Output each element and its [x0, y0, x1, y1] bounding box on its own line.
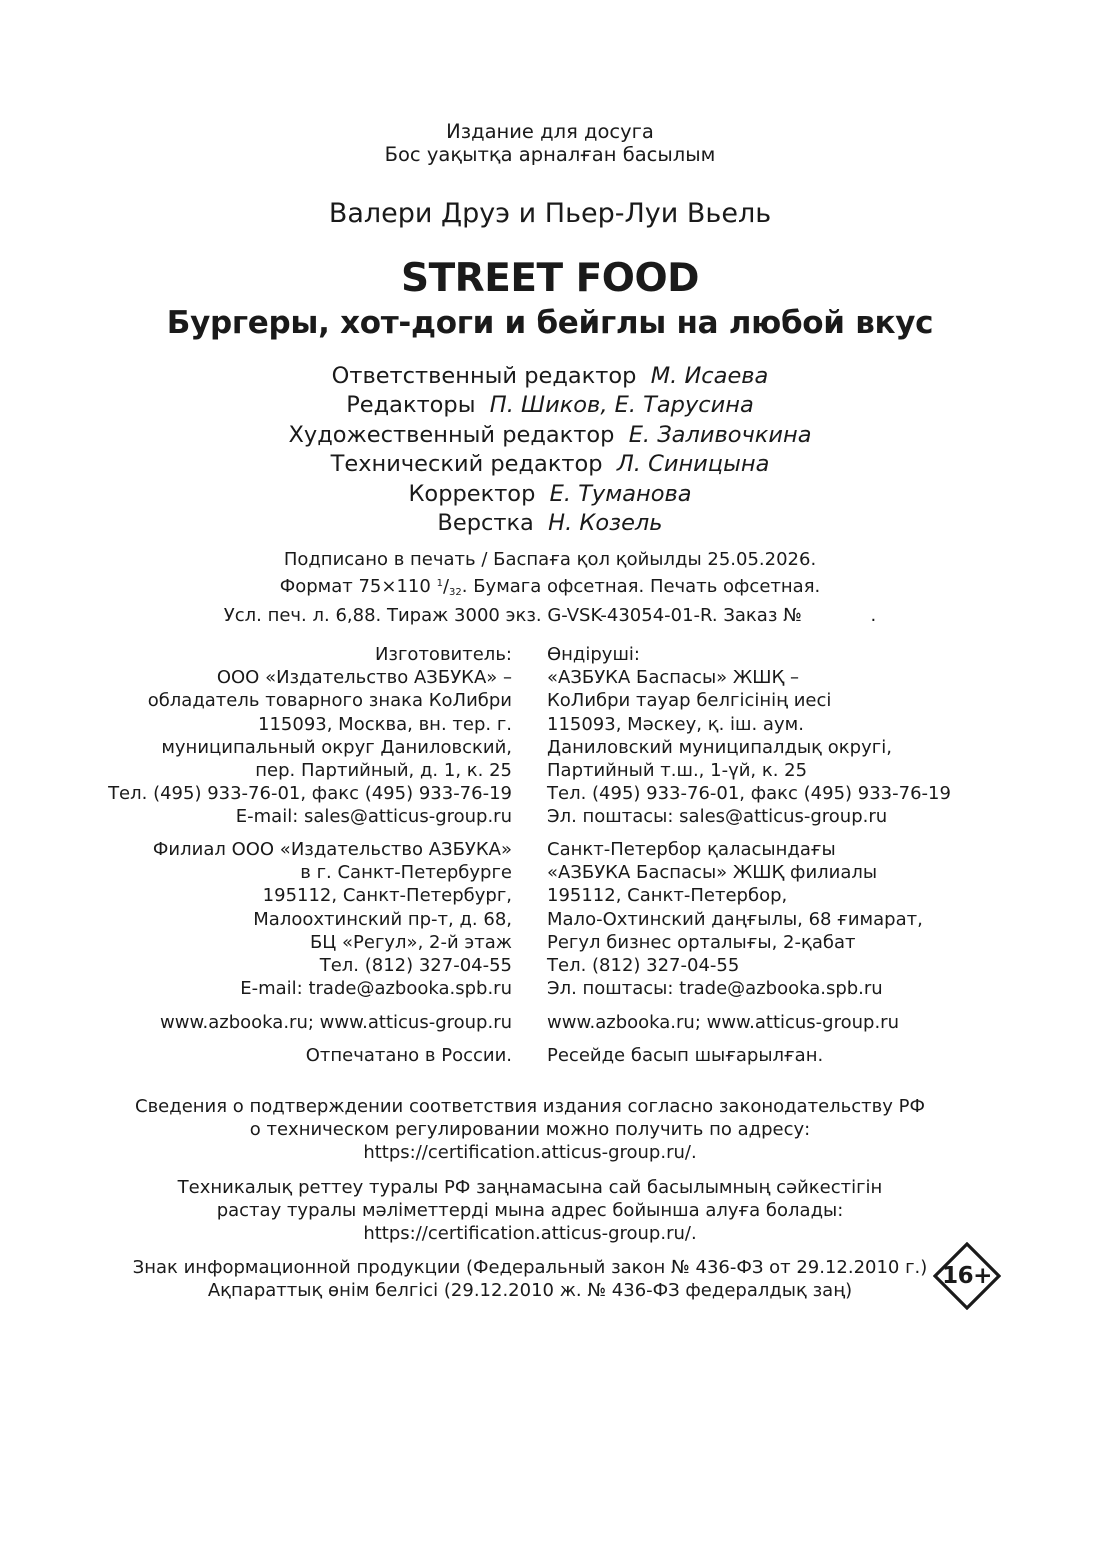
- branch-ru: [153, 838, 512, 1000]
- manufacturer-ru: [108, 643, 512, 829]
- credit-name: М. Исаева: [650, 363, 769, 389]
- phone-line: Тел. (812) 327-04-55: [319, 955, 512, 977]
- credit-name: П. Шиков, Е. Тарусина: [489, 392, 754, 419]
- websites-kz: www.azbooka.ru; www.atticus-group.ru: [547, 1012, 899, 1033]
- address-line: 115093, Мәскеу, қ. іш. аум.: [547, 713, 804, 735]
- credit-role: Технический редактор: [330, 451, 603, 478]
- address-line: обладатель товарного знака КоЛибри: [147, 690, 512, 712]
- cert-line: Сведения о подтверждении соответствия издания согласно законодательству РФ: [135, 1096, 925, 1117]
- book-title: STREET FOOD: [400, 256, 699, 301]
- age-sign-kz: Ақпараттық өнім белгісі (29.12.2010 ж. № 436-ФЗ федералдық заң): [207, 1280, 853, 1302]
- credit-line: [0, 421, 1100, 450]
- credits-list: [0, 362, 1100, 538]
- address-line: ООО «Издательство АЗБУКА» –: [216, 667, 512, 689]
- credit-role: Корректор: [408, 480, 536, 507]
- email-line: Эл. поштасы: trade@azbooka.spb.ru: [547, 978, 883, 1000]
- certification-ru: [0, 1095, 1060, 1165]
- address-line: Изготовитель:: [374, 644, 512, 665]
- address-line: Регул бизнес орталығы, 2-қабат: [547, 931, 856, 953]
- print-run: Усл. печ. л. 6,88. Тираж 3000 экз. G-VSK-43054-01-R. Заказ № .: [223, 605, 877, 626]
- address-line: Партийный т.ш., 1-үй, к. 25: [547, 760, 808, 782]
- websites-ru: www.azbooka.ru; www.atticus-group.ru: [160, 1012, 512, 1033]
- address-line: Даниловский муниципалдық округі,: [547, 736, 892, 758]
- email-line: E-mail: trade@azbooka.spb.ru: [240, 978, 512, 1000]
- credit-line: [0, 480, 1100, 509]
- address-line: в г. Санкт-Петербурге: [300, 862, 512, 884]
- cert-line: о техническом регулировании можно получить по адресу:: [249, 1119, 811, 1141]
- format-numerator: 1: [436, 577, 443, 589]
- address-line: БЦ «Регул», 2-й этаж: [309, 931, 512, 953]
- print-info: [0, 548, 1100, 628]
- phone-line: Тел. (495) 933-76-01, факс (495) 933-76-19: [108, 783, 512, 805]
- age-rating-label: 16+: [942, 1263, 992, 1289]
- address-line: Филиал ООО «Издательство АЗБУКА»: [152, 839, 512, 860]
- address-line: 195112, Санкт-Петербург,: [262, 885, 512, 907]
- address-line: КоЛибри тауар белгісінің иесі: [547, 690, 832, 712]
- format-denominator: 32: [449, 586, 462, 598]
- phone-line: Тел. (812) 327-04-55: [547, 955, 740, 977]
- address-line: Өндіруші:: [547, 644, 640, 665]
- format-line: [0, 572, 1100, 605]
- cert-line: Техникалық реттеу туралы РФ заңнамасына сай басылымның сәйкестігін: [177, 1177, 883, 1198]
- address-line: пер. Партийный, д. 1, к. 25: [255, 760, 512, 782]
- format-prefix: Формат 75×110: [279, 575, 437, 597]
- book-subtitle: Бургеры, хот-доги и бейглы на любой вкус: [166, 305, 934, 341]
- credit-role: Ответственный редактор: [331, 363, 637, 389]
- email-line: E-mail: sales@atticus-group.ru: [235, 806, 512, 828]
- credit-line: [0, 450, 1100, 479]
- credit-line: [0, 362, 1100, 391]
- credit-role: Художественный редактор: [288, 421, 615, 448]
- edition-type: [0, 120, 1100, 166]
- address-line: Мало-Охтинский даңғылы, 68 ғимарат,: [547, 908, 923, 930]
- printed-in-kz: Ресейде басып шығарылған.: [547, 1045, 824, 1066]
- credit-line: [0, 509, 1100, 538]
- branch-kz: [547, 838, 923, 1000]
- email-line: Эл. поштасы: sales@atticus-group.ru: [547, 806, 888, 828]
- cert-url: https://certification.atticus-group.ru/.: [363, 1142, 697, 1164]
- format-slash: /: [442, 575, 450, 597]
- cert-url: https://certification.atticus-group.ru/.: [363, 1223, 697, 1245]
- credit-line: [0, 391, 1100, 420]
- signed-to-print: Подписано в печать / Баспаға қол қойылды 25.05.2026.: [283, 549, 817, 570]
- address-line: Санкт-Петербор қаласындағы: [547, 839, 836, 860]
- address-line: «АЗБУКА Баспасы» ЖШҚ филиалы: [547, 862, 878, 884]
- phone-line: Тел. (495) 933-76-01, факс (495) 933-76-19: [547, 783, 951, 805]
- credit-name: Л. Синицына: [616, 451, 770, 478]
- edition-type-kz: Бос уақытқа арналған басылым: [384, 143, 716, 166]
- credit-name: Е. Заливочкина: [628, 421, 812, 448]
- credit-name: Е. Туманова: [549, 480, 692, 507]
- address-line: 115093, Москва, вн. тер. г.: [258, 713, 512, 735]
- address-line: Малоохтинский пр-т, д. 68,: [253, 908, 512, 930]
- format-suffix: . Бумага офсетная. Печать офсетная.: [461, 575, 821, 597]
- manufacturer-kz: [547, 643, 951, 829]
- credit-role: Верстка: [437, 510, 534, 537]
- age-sign-text: [0, 1256, 1060, 1302]
- certification-kz: [0, 1176, 1060, 1246]
- address-line: 195112, Санкт-Петербор,: [547, 885, 788, 907]
- authors: Валери Друэ и Пьер-Луи Вьель: [328, 198, 772, 229]
- printed-in-ru: Отпечатано в России.: [305, 1045, 512, 1066]
- address-line: муниципальный округ Даниловский,: [161, 736, 512, 758]
- age-sign-ru: Знак информационной продукции (Федеральный закон № 436-ФЗ от 29.12.2010 г.): [132, 1257, 928, 1278]
- credit-name: Н. Козель: [548, 510, 663, 537]
- edition-type-ru: Издание для досуга: [446, 120, 654, 143]
- cert-line: растау туралы мәліметтерді мына адрес бойынша алуға болады:: [216, 1200, 844, 1222]
- address-line: «АЗБУКА Баспасы» ЖШҚ –: [547, 667, 800, 689]
- credit-role: Редакторы: [346, 392, 476, 419]
